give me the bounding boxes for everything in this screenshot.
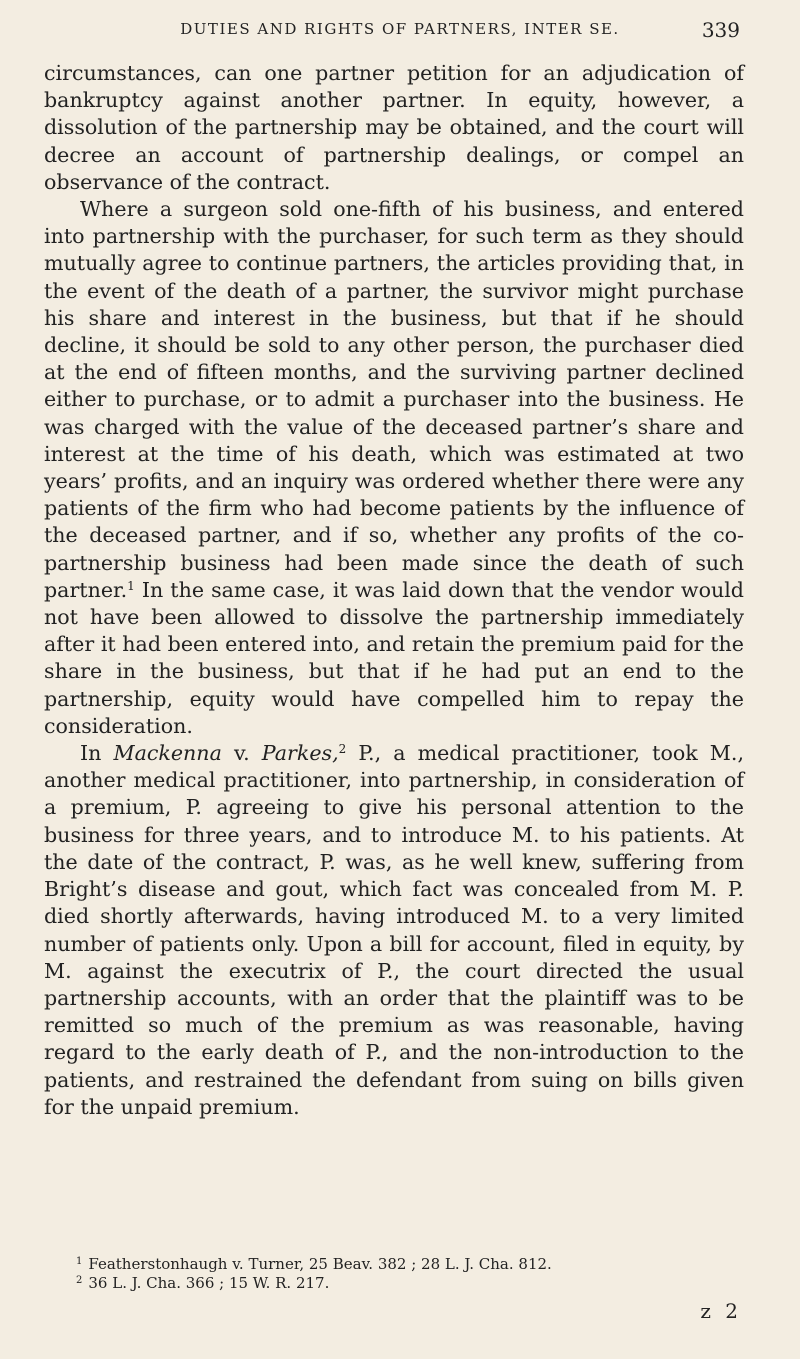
case-name-mackenna: Mackenna bbox=[113, 741, 222, 766]
case-versus: v. bbox=[221, 741, 262, 766]
footnote-text: 36 L. J. Cha. 366 ; 15 W. R. 217. bbox=[88, 1274, 330, 1292]
paragraph-3 bbox=[44, 740, 744, 1121]
footnotes bbox=[76, 1255, 756, 1293]
signature-mark: z 2 bbox=[700, 1299, 742, 1323]
footnote-ref-2: 2 bbox=[338, 742, 347, 757]
paragraph-2-text-b: In the same case, it was laid down that the vendor would not have been allowed to dissolve the partnership immediately after it had been entered into, and retain the premium paid for the share in the business, but that if he had put an end to the partnership, equity would have compelled him to repay the consideration. bbox=[44, 577, 744, 738]
paragraph-3-text: P., a medical practitioner, took M., another medical practitioner, into partnership, in consideration of a premium, P. agreeing to give his personal attention to the business for three years, and to introduce M. to his patients. At the date of the contract, P. was, as he well knew, suffering from Bright’s disease and gout, which fact was concealed from M. P. died shortly afterwards, having introduced M. to a very limited number of patients only. Upon a bill for account, filed in equity, by M. against the executrix of P., the court directed the usual partnership accounts, with an order that the plaintiff was to be remitted so much of the premium as was reasonable, having regard to the early death of P., and the non-introduction to the patients, and restrained the defendant from suing on bills given for the unpaid premium. bbox=[44, 741, 744, 1119]
body-text bbox=[44, 60, 744, 1121]
footnote-ref-1: 1 bbox=[127, 578, 135, 593]
page-number: 339 bbox=[701, 18, 740, 42]
case-name-parkes: Parkes, bbox=[261, 741, 339, 766]
page-header bbox=[0, 18, 800, 48]
paragraph-3-intro: In bbox=[80, 741, 114, 766]
paragraph-1: circumstances, can one partner petition for an adjudication of bankruptcy against another partner. In equity, however, a dissolution of the partnership may be obtained, and the court will decree an account of partnership dealings, or compel an observance of the contract. bbox=[44, 61, 744, 194]
running-head: DUTIES AND RIGHTS OF PARTNERS, INTER SE. bbox=[180, 20, 620, 38]
footnote-text: Featherstonhaugh v. Turner, 25 Beav. 382 ; 28 L. J. Cha. 812. bbox=[88, 1255, 552, 1273]
footnote-2 bbox=[76, 1274, 756, 1293]
footnote-mark: 1 bbox=[76, 1256, 83, 1267]
footnote-mark: 2 bbox=[76, 1275, 83, 1286]
paragraph-2 bbox=[44, 196, 744, 740]
paragraph-2-text-a: Where a surgeon sold one-fifth of his business, and entered into partnership with the purchaser, for such term as they should mutually agree to continue partners, the articles providing that, in the event of the death of a partner, the survivor might purchase his share and interest in the business, but that if he should decline, it should be sold to any other person, the purchaser died at the end of fifteen months, and the surviving partner declined either to purchase, or to admit a purchaser into the business. He was charged with the value of the deceased partner’s share and interest at the time of his death, which was estimated at two years’ profits, and an inquiry was ordered whether there were any patients of the firm who had become patients by the influence of the deceased partner, and if so, whether any profits of the co-partnership business had been made since the death of such partner. bbox=[44, 197, 744, 602]
footnote-1 bbox=[76, 1255, 756, 1274]
